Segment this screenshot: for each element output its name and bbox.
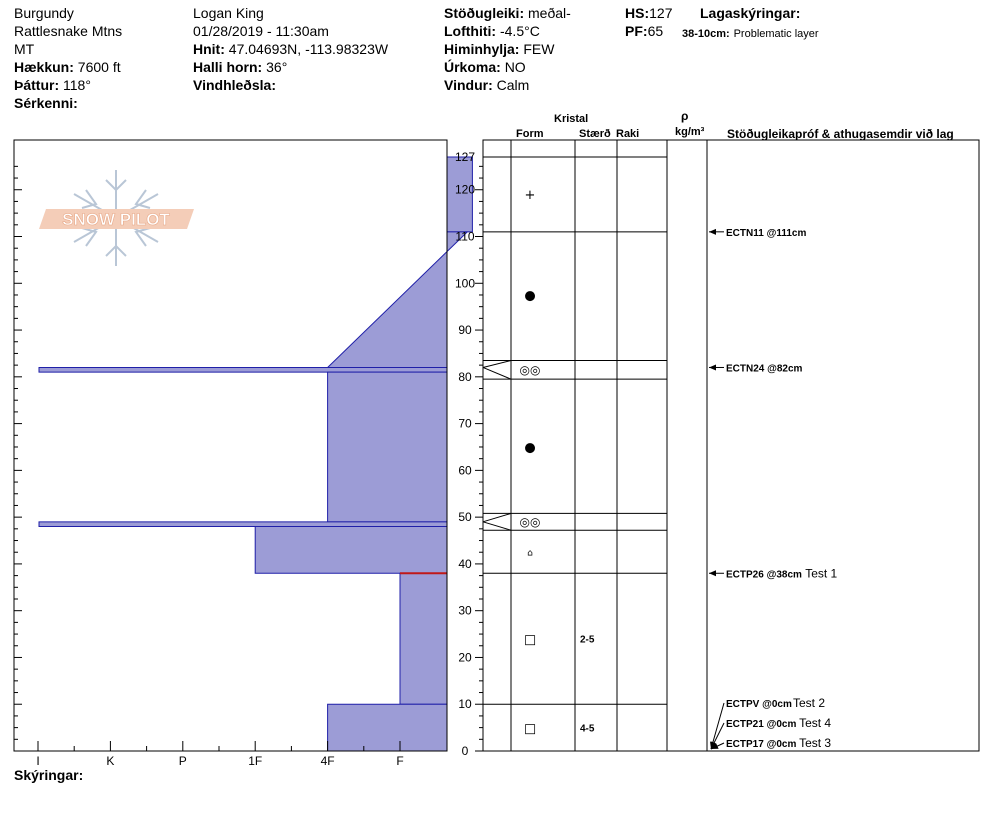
thin-layer-connector: [483, 522, 511, 530]
height-tick-label: 100: [454, 276, 476, 291]
crystal-form-symbol: ●: [524, 288, 536, 304]
logo-text: SNOW PILOT: [62, 210, 170, 229]
test-code: ECTP17 @0cm: [726, 739, 797, 750]
aspect-value: 118°: [63, 77, 91, 93]
crystal-size-label: 4-5: [580, 723, 595, 735]
hardness-tick-label: K: [106, 754, 115, 768]
hardness-tick-label: 1F: [248, 754, 263, 768]
coords-value: 47.04693N, -113.98323W: [228, 41, 389, 57]
elevation-label: Hækkun:: [14, 59, 74, 75]
crystal-form-symbol: ◎◎: [519, 515, 541, 530]
hs-value: 127: [649, 5, 673, 21]
snowpilot-logo: [39, 170, 194, 266]
crystal-form-symbol: ◎◎: [519, 363, 541, 378]
pf-value: 65: [647, 23, 664, 39]
test-code: ECTN11 @111cm: [726, 227, 807, 239]
density-symbol: ρ: [681, 109, 689, 123]
hardness-layer: [400, 573, 447, 704]
sky-label: Himinhylja:: [444, 41, 520, 57]
test-comment: Test 3: [799, 736, 832, 750]
height-tick-label: 10: [458, 697, 472, 712]
thin-layer-connector: [483, 367, 511, 379]
pf-label: PF:: [625, 23, 648, 39]
crystal-form-symbol: ●: [524, 440, 536, 456]
hardness-tick-label: F: [396, 754, 404, 768]
precip-value: NO: [504, 59, 526, 75]
features-label: Sérkenni:: [14, 95, 78, 111]
location-range: Rattlesnake Mtns: [14, 23, 123, 39]
slope-value: 36°: [266, 59, 288, 75]
hardness-layer: [39, 522, 447, 527]
height-tick-label: 20: [458, 650, 472, 665]
test-comment: Test 2: [793, 696, 826, 710]
height-tick-label: 0: [461, 744, 469, 758]
wind-label: Vindur:: [444, 77, 493, 93]
test-code: ECTN24 @82cm: [726, 363, 803, 375]
crystal-form-symbol: □: [523, 632, 537, 648]
height-tick-label: 30: [458, 603, 472, 618]
wind-value: Calm: [496, 77, 530, 93]
crystal-header: Kristal: [554, 113, 589, 125]
height-tick-label: 60: [458, 463, 472, 478]
sky-value: FEW: [523, 41, 555, 57]
layer-note-text: Problematic layer: [733, 28, 819, 40]
height-tick-label: 70: [458, 416, 472, 431]
form-header: Form: [516, 128, 544, 140]
height-tick-label: 90: [458, 323, 472, 338]
observation-datetime: 01/28/2019 - 11:30am: [193, 23, 329, 39]
crystal-form-symbol: □: [523, 721, 537, 737]
hardness-layer: [328, 372, 447, 522]
hardness-layer: [39, 367, 447, 372]
stability-label: Stöðugleiki:: [444, 5, 525, 21]
slope-label: Halli horn:: [193, 59, 263, 75]
observer-name: Logan King: [193, 5, 264, 21]
notes-label: Skýringar:: [14, 767, 84, 783]
hs-label: HS:: [625, 5, 650, 21]
size-header: Stærð: [579, 128, 611, 140]
location-state: MT: [14, 41, 35, 57]
location-area: Burgundy: [14, 5, 74, 21]
test-code: ECTP26 @38cm: [726, 569, 802, 581]
test-arrow-icon: [709, 229, 716, 235]
crystal-size-label: 2-5: [580, 634, 595, 646]
height-tick-label: 80: [458, 369, 472, 384]
air-temp-label: Lofthiti:: [444, 23, 497, 39]
precip-label: Úrkoma:: [444, 59, 501, 75]
air-temp-value: -4.5°C: [499, 23, 540, 39]
test-arrow-icon: [709, 364, 716, 370]
coords-label: Hnit:: [193, 41, 225, 57]
test-arrow-icon: [709, 570, 716, 576]
thin-layer-connector: [483, 360, 511, 367]
thin-layer-connector: [483, 513, 511, 521]
test-code: ECTP21 @0cm: [726, 719, 797, 730]
height-tick-label: 50: [458, 510, 472, 525]
aspect-label: Þáttur:: [14, 77, 60, 93]
elevation-value: 7600 ft: [77, 59, 121, 75]
crystal-form-symbol: +: [524, 188, 536, 204]
tests-header: Stöðugleikapróf & athugasemdir við lag: [727, 127, 954, 141]
moisture-header: Raki: [616, 128, 640, 140]
layers-label: Lagaskýringar:: [700, 5, 801, 21]
stability-value: meðal-: [528, 5, 571, 21]
hardness-layer: [328, 232, 468, 368]
height-tick-label: 127: [454, 150, 476, 164]
density-unit: kg/m³: [675, 126, 705, 138]
hardness-layer: [255, 526, 447, 573]
height-tick-label: 40: [458, 556, 472, 571]
wind-loading-label: Vindhleðsla:: [193, 77, 276, 93]
hardness-tick-label: 4F: [320, 754, 335, 768]
test-code: ECTPV @0cm: [726, 699, 792, 710]
height-tick-label: 110: [455, 229, 475, 244]
hardness-tick-label: I: [36, 754, 40, 768]
crystal-form-symbol: ⌂: [527, 548, 533, 559]
hardness-layer: [328, 704, 447, 751]
layer-note-range: 38-10cm:: [682, 28, 730, 40]
test-comment: Test 1: [805, 566, 838, 581]
height-tick-label: 120: [454, 182, 476, 197]
hardness-tick-label: P: [178, 754, 187, 768]
test-comment: Test 4: [799, 716, 832, 730]
